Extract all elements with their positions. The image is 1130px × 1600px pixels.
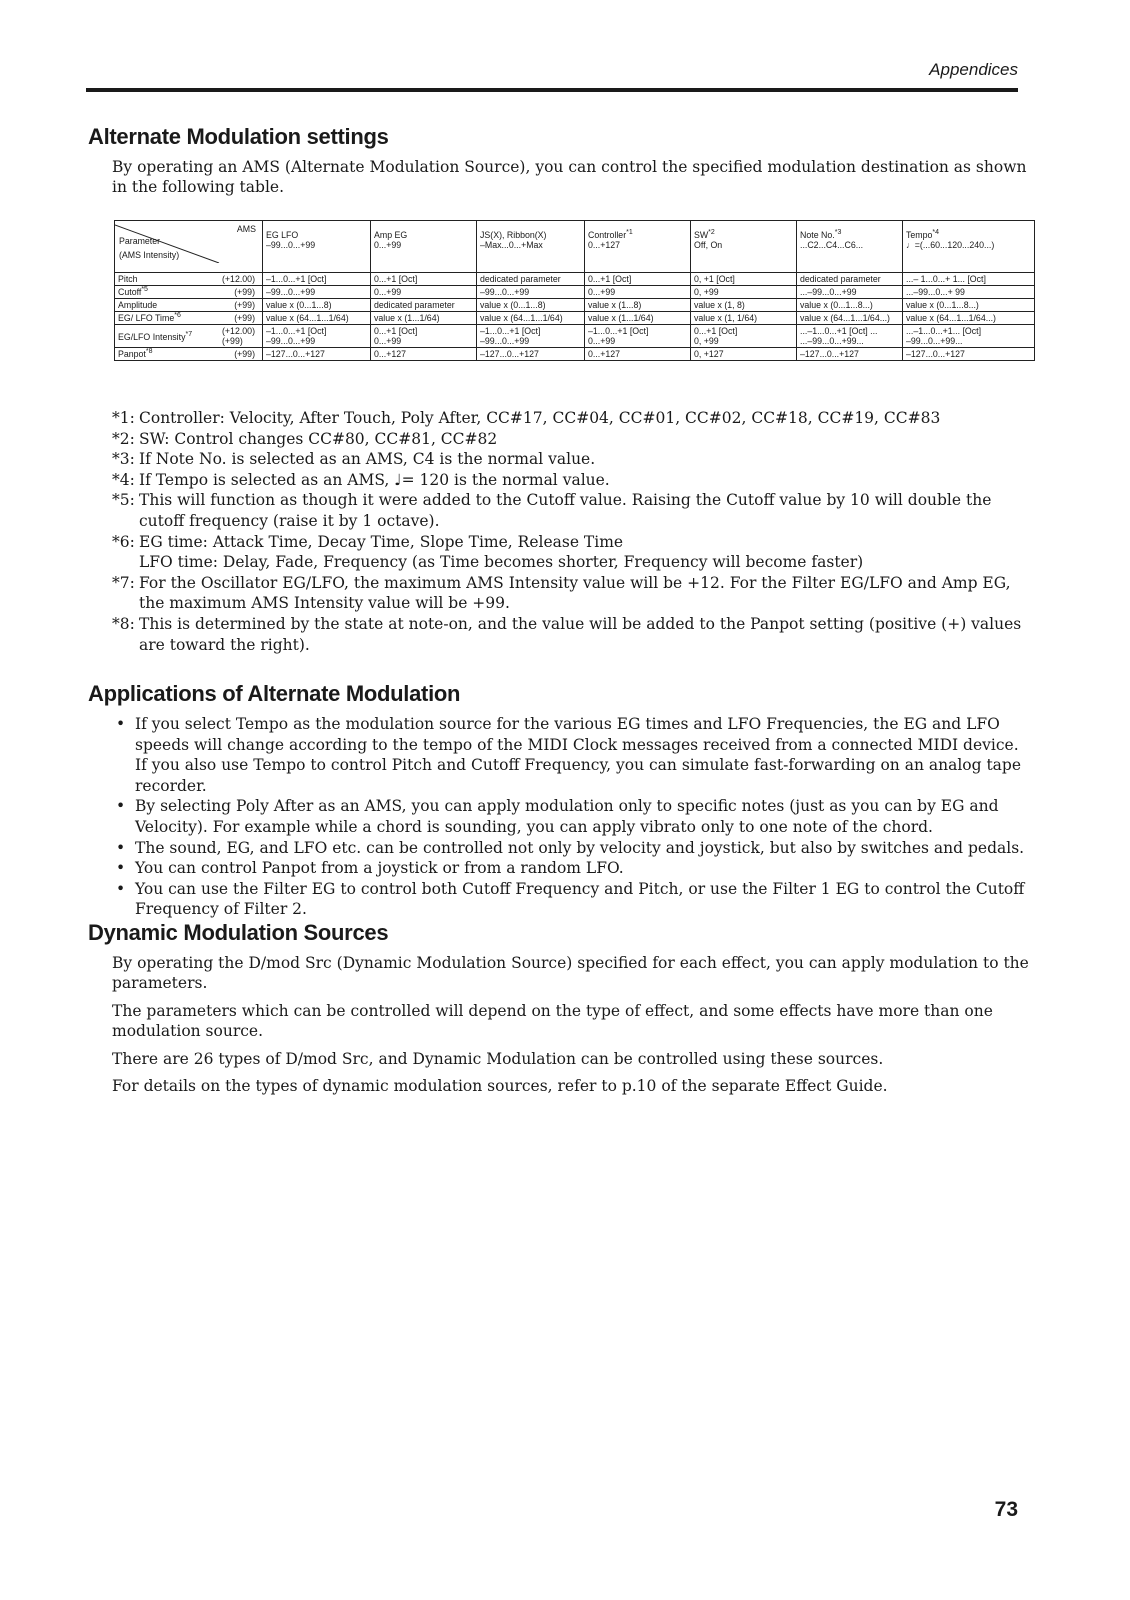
dynamic-paragraph: By operating the D/mod Src (Dynamic Modulation Source) specified for each effect, you can apply modulation to the parameters. bbox=[112, 954, 1029, 992]
table-cell bbox=[585, 348, 691, 361]
table-cell bbox=[903, 312, 1035, 325]
cell-value: 0, +1 [Oct] bbox=[694, 274, 735, 284]
column-name: Tempo bbox=[906, 230, 933, 240]
table-row bbox=[115, 273, 1035, 286]
table-cell bbox=[263, 286, 371, 299]
bullet-dot-icon: • bbox=[116, 859, 126, 878]
row-header bbox=[115, 286, 263, 299]
row-intensity bbox=[234, 287, 259, 297]
footnote bbox=[112, 408, 1032, 429]
footnote-text: EG time: Attack Time, Decay Time, Slope Time, Release Time bbox=[139, 532, 624, 551]
table-cell bbox=[585, 312, 691, 325]
footnote bbox=[112, 429, 1032, 450]
bullet-text: By selecting Poly After as an AMS, you can apply modulation only to specific notes (just as you can by EG and Velocity). For example while a chord is sounding, you can apply vibrato only to one note of the chord. bbox=[135, 797, 999, 836]
row-footnote-mark: *5 bbox=[141, 286, 148, 294]
cell-value: 0, +99 bbox=[694, 287, 719, 297]
footnote bbox=[112, 449, 1032, 470]
cell-value: –99...0...+99 bbox=[480, 287, 530, 297]
cell-value: 0...+1 [Oct] bbox=[374, 274, 418, 284]
row-intensity-value: (+99) bbox=[234, 287, 255, 297]
cell-value: ...–1...0...+1... [Oct] bbox=[906, 326, 982, 336]
footnote-text: SW: Control changes CC#80, CC#81, CC#82 bbox=[139, 429, 498, 448]
column-header bbox=[691, 221, 797, 273]
cell-value: 0, +127 bbox=[694, 349, 724, 359]
cell-value-2: –99...0...+99 bbox=[266, 336, 316, 346]
cell-value: ...– 1...0...+ 1... [Oct] bbox=[906, 274, 986, 284]
column-header bbox=[903, 221, 1035, 273]
section-title-dynamic: Dynamic Modulation Sources bbox=[88, 920, 389, 945]
row-param-name: Pitch bbox=[118, 274, 138, 284]
row-intensity-value: (+99) bbox=[234, 349, 255, 359]
row-param-name: Amplitude bbox=[118, 300, 158, 310]
cell-value: ...–1...0...+1 [Oct] ... bbox=[800, 326, 878, 336]
footnote-text: If Note No. is selected as an AMS, C4 is the normal value. bbox=[139, 450, 596, 469]
table-row bbox=[115, 312, 1035, 325]
cell-value: 0...+99 bbox=[374, 287, 402, 297]
table-row bbox=[115, 299, 1035, 312]
applications-list bbox=[112, 714, 1032, 920]
ams-table bbox=[114, 220, 1035, 361]
column-name: JS(X), Ribbon(X) bbox=[480, 230, 547, 240]
table-cell bbox=[903, 286, 1035, 299]
cell-value-2: 0...+99 bbox=[374, 336, 402, 346]
footnote-mark: *7: bbox=[112, 573, 135, 592]
row-intensity-value: (+12.00) bbox=[221, 274, 255, 284]
bullet-item bbox=[112, 879, 1032, 920]
column-header bbox=[585, 221, 691, 273]
column-name: Note No. bbox=[800, 230, 835, 240]
cell-value: ...–99...0...+ 99 bbox=[906, 287, 965, 297]
row-intensity-value-2: (+99) bbox=[221, 336, 243, 346]
footnote bbox=[112, 532, 1032, 573]
column-footnote-mark: *3 bbox=[834, 229, 842, 237]
footnote-mark: *1: bbox=[112, 409, 135, 427]
row-footnote-mark: *8 bbox=[145, 348, 153, 356]
table-cell bbox=[371, 348, 477, 361]
cell-value: value x (1, 1/64) bbox=[694, 313, 758, 323]
table-cell bbox=[903, 348, 1035, 361]
row-footnote-mark: *6 bbox=[174, 312, 181, 320]
section-title-applications: Applications of Alternate Modulation bbox=[88, 681, 461, 706]
column-range: Off, On bbox=[694, 240, 723, 250]
cell-value: 0...+1 [Oct] bbox=[374, 326, 418, 336]
column-range: 0...+99 bbox=[374, 240, 402, 250]
cell-value: value x (1...1/64) bbox=[588, 313, 654, 323]
cell-value: 0...+99 bbox=[588, 287, 616, 297]
table-cell bbox=[691, 299, 797, 312]
table-cell bbox=[371, 286, 477, 299]
cell-value: 0...+127 bbox=[588, 349, 621, 359]
row-header bbox=[115, 325, 263, 348]
row-header bbox=[115, 273, 263, 286]
table-cell bbox=[903, 299, 1035, 312]
cell-value: value x (0...1...8) bbox=[266, 300, 332, 310]
bullet-text: If you select Tempo as the modulation source for the various EG times and LFO Frequencies, the EG and LFO speeds will change according to the tempo of the MIDI Clock messages received from a connected MIDI device. If you also use Tempo to control Pitch and Cutoff Frequency, you can simulate fast-forwarding on an analog tape recorder. bbox=[135, 715, 1022, 795]
table-cell bbox=[797, 348, 903, 361]
row-intensity bbox=[234, 300, 259, 310]
row-intensity bbox=[234, 349, 259, 359]
footnote-mark: *5: bbox=[112, 491, 135, 510]
footnote bbox=[112, 573, 1032, 614]
dynamic-paragraph: The parameters which can be controlled will depend on the type of effect, and some effects have more than one modulation source. bbox=[112, 1002, 993, 1040]
row-footnote-mark: *7 bbox=[185, 331, 193, 339]
cell-value: 0...+1 [Oct] bbox=[588, 274, 632, 284]
table-cell bbox=[797, 312, 903, 325]
table-cell bbox=[585, 273, 691, 286]
table-cell bbox=[371, 299, 477, 312]
cell-value: –1...0...+1 [Oct] bbox=[266, 274, 327, 284]
cell-value: –1...0...+1 [Oct] bbox=[480, 326, 541, 336]
page-number: 73 bbox=[994, 1498, 1018, 1521]
table-cell bbox=[477, 312, 585, 325]
cell-value: –127...0...+127 bbox=[480, 349, 539, 359]
cell-value: value x (0...1...8) bbox=[480, 300, 546, 310]
footnote-text: This will function as though it were added to the Cutoff value. Raising the Cutoff value by 10 will double the cutoff frequency (raise it by 1 octave). bbox=[139, 491, 992, 530]
column-header bbox=[797, 221, 903, 273]
column-footnote-mark: *2 bbox=[708, 229, 715, 237]
table-cell bbox=[371, 325, 477, 348]
table-cell bbox=[263, 273, 371, 286]
header-rule bbox=[86, 88, 1018, 92]
row-param bbox=[118, 274, 138, 284]
cell-value: value x (1...8) bbox=[588, 300, 642, 310]
cell-value: value x (64...1...1/64...) bbox=[906, 313, 996, 323]
row-intensity-value: (+99) bbox=[234, 300, 255, 310]
row-intensity bbox=[222, 326, 259, 346]
footnote-mark: *3: bbox=[112, 450, 135, 469]
footnote-mark: *2: bbox=[112, 429, 135, 448]
ams-intro: By operating an AMS (Alternate Modulation Source), you can control the specified modulation destination as shown in the following table. bbox=[112, 158, 1027, 196]
table-cell bbox=[903, 273, 1035, 286]
row-intensity bbox=[222, 274, 259, 284]
cell-value: value x (0...1...8...) bbox=[906, 300, 979, 310]
table-header-row bbox=[115, 221, 1035, 273]
row-intensity-value: (+99) bbox=[234, 313, 255, 323]
table-cell bbox=[585, 325, 691, 348]
column-footnote-mark: *1 bbox=[626, 229, 633, 237]
column-footnote-mark: *4 bbox=[932, 229, 940, 237]
table-row bbox=[115, 325, 1035, 348]
table-cell bbox=[691, 312, 797, 325]
footnote bbox=[112, 470, 1032, 491]
footnote-text: For the Oscillator EG/LFO, the maximum AMS Intensity value will be +12. For the Filter EG/LFO and Amp EG, the maximum AMS Intensity value will be +99. bbox=[139, 573, 1011, 613]
table-row bbox=[115, 348, 1035, 361]
cell-value: dedicated parameter bbox=[480, 274, 561, 284]
table-cell bbox=[371, 312, 477, 325]
table-cell bbox=[585, 299, 691, 312]
dynamic-paragraph: There are 26 types of D/mod Src, and Dynamic Modulation can be controlled using these sources. bbox=[112, 1050, 884, 1068]
cell-value: –99...0...+99 bbox=[266, 287, 316, 297]
row-param-name: EG/ LFO Time bbox=[118, 313, 175, 323]
table-cell bbox=[371, 273, 477, 286]
cell-value: dedicated parameter bbox=[800, 274, 881, 284]
table-cell bbox=[797, 286, 903, 299]
column-range: ♩=(...60...120...240...) bbox=[906, 240, 995, 250]
column-name: Amp EG bbox=[374, 230, 408, 240]
footnote-text: If Tempo is selected as an AMS, ♩= 120 is the normal value. bbox=[139, 470, 610, 489]
bullet-dot-icon: • bbox=[116, 715, 126, 733]
table-cell bbox=[797, 325, 903, 348]
row-param-name: Panpot bbox=[118, 349, 146, 359]
table-cell bbox=[691, 325, 797, 348]
cell-value: –127...0...+127 bbox=[800, 349, 859, 359]
cell-value: ...–99...0...+99 bbox=[800, 287, 857, 297]
row-header bbox=[115, 348, 263, 361]
cell-value-2: –99...0...+99 bbox=[480, 336, 530, 346]
cell-value: 0...+1 [Oct] bbox=[694, 326, 738, 336]
cell-value: value x (64...1...1/64) bbox=[480, 313, 563, 323]
table-cell bbox=[691, 348, 797, 361]
column-header bbox=[477, 221, 585, 273]
section-title-ams: Alternate Modulation settings bbox=[88, 124, 389, 149]
column-range: –Max...0...+Max bbox=[480, 240, 543, 250]
column-name: EG LFO bbox=[266, 230, 299, 240]
row-param bbox=[118, 326, 192, 342]
cell-value: –1...0...+1 [Oct] bbox=[266, 326, 327, 336]
column-range: 0...+127 bbox=[588, 240, 621, 250]
corner-intensity-label: (AMS Intensity) bbox=[119, 250, 180, 260]
bullet-item bbox=[112, 796, 1032, 837]
row-param bbox=[118, 287, 148, 297]
footnote-text: Controller: Velocity, After Touch, Poly After, CC#17, CC#04, CC#01, CC#02, CC#18, CC#19, CC#83 bbox=[139, 409, 941, 427]
cell-value: value x (0...1...8...) bbox=[800, 300, 873, 310]
footnote bbox=[112, 490, 1032, 531]
bullet-item bbox=[112, 714, 1032, 796]
cell-value: –1...0...+1 [Oct] bbox=[588, 326, 649, 336]
bullet-dot-icon: • bbox=[116, 879, 126, 898]
footnote-continuation: LFO time: Delay, Fade, Frequency (as Time becomes shorter, Frequency will become faster) bbox=[139, 553, 864, 572]
table-cell bbox=[585, 286, 691, 299]
footnote-mark: *6: bbox=[112, 532, 135, 551]
footnote-mark: *4: bbox=[112, 470, 135, 489]
row-param bbox=[118, 349, 153, 359]
footnote bbox=[112, 614, 1032, 655]
bullet-text: You can control Panpot from a joystick or from a random LFO. bbox=[135, 859, 624, 878]
bullet-dot-icon: • bbox=[116, 838, 126, 857]
cell-value: –127...0...+127 bbox=[266, 349, 325, 359]
table-cell bbox=[797, 299, 903, 312]
cell-value-2: 0, +99 bbox=[694, 336, 719, 346]
column-range: –99...0...+99 bbox=[266, 240, 316, 250]
table-corner-cell bbox=[115, 221, 263, 273]
table-cell bbox=[263, 299, 371, 312]
table-cell bbox=[263, 325, 371, 348]
column-header bbox=[263, 221, 371, 273]
dynamic-paragraph: For details on the types of dynamic modulation sources, refer to p.10 of the separate Effect Guide. bbox=[112, 1077, 888, 1095]
cell-value: dedicated parameter bbox=[374, 300, 455, 310]
table-cell bbox=[477, 348, 585, 361]
table-cell bbox=[263, 312, 371, 325]
column-range: ...C2...C4...C6... bbox=[800, 240, 864, 250]
column-header bbox=[371, 221, 477, 273]
footnote-text: This is determined by the state at note-on, and the value will be added to the Panpot setting (positive (+) values are toward the right). bbox=[139, 614, 1022, 654]
corner-ams-label: AMS bbox=[236, 224, 256, 234]
cell-value: 0...+127 bbox=[374, 349, 407, 359]
table-cell bbox=[477, 299, 585, 312]
bullet-text: The sound, EG, and LFO etc. can be controlled not only by velocity and joystick, but also by switches and pedals. bbox=[135, 838, 1025, 857]
cell-value: –127...0...+127 bbox=[906, 349, 965, 359]
row-param-name: EG/LFO Intensity bbox=[118, 332, 186, 342]
table-cell bbox=[477, 273, 585, 286]
table-cell bbox=[903, 325, 1035, 348]
footnote-mark: *8: bbox=[112, 614, 135, 633]
cell-value: value x (1...1/64) bbox=[374, 313, 440, 323]
bullet-item bbox=[112, 838, 1032, 859]
table-cell bbox=[263, 348, 371, 361]
row-header bbox=[115, 312, 263, 325]
table-cell bbox=[691, 286, 797, 299]
row-param-name: Cutoff bbox=[118, 287, 142, 297]
row-intensity bbox=[234, 313, 259, 323]
cell-value: value x (64...1...1/64) bbox=[266, 313, 349, 323]
bullet-text: You can use the Filter EG to control both Cutoff Frequency and Pitch, or use the Filter 1 EG to control the Cutoff Frequency of Filter 2. bbox=[135, 879, 1025, 919]
row-intensity-value: (+12.00) bbox=[221, 326, 255, 336]
corner-parameter-label: Parameter bbox=[119, 236, 161, 246]
running-header: Appendices bbox=[929, 60, 1018, 79]
cell-value-2: 0...+99 bbox=[588, 336, 616, 346]
table-cell bbox=[477, 325, 585, 348]
cell-value-2: –99...0...+99... bbox=[906, 336, 963, 346]
table-row bbox=[115, 286, 1035, 299]
table-body bbox=[115, 273, 1035, 361]
bullet-dot-icon: • bbox=[116, 797, 126, 816]
table-cell bbox=[477, 286, 585, 299]
bullet-item bbox=[112, 858, 1032, 879]
table-cell bbox=[691, 273, 797, 286]
footnotes bbox=[112, 408, 1032, 655]
cell-value-2: ...–99...0...+99... bbox=[800, 336, 864, 346]
row-header bbox=[115, 299, 263, 312]
table-cell bbox=[797, 273, 903, 286]
row-param bbox=[118, 313, 181, 323]
column-name: Controller bbox=[588, 230, 627, 240]
cell-value: value x (1, 8) bbox=[694, 300, 745, 310]
cell-value: value x (64...1...1/64...) bbox=[800, 313, 890, 323]
column-name: SW bbox=[694, 230, 709, 240]
row-param bbox=[118, 300, 157, 310]
